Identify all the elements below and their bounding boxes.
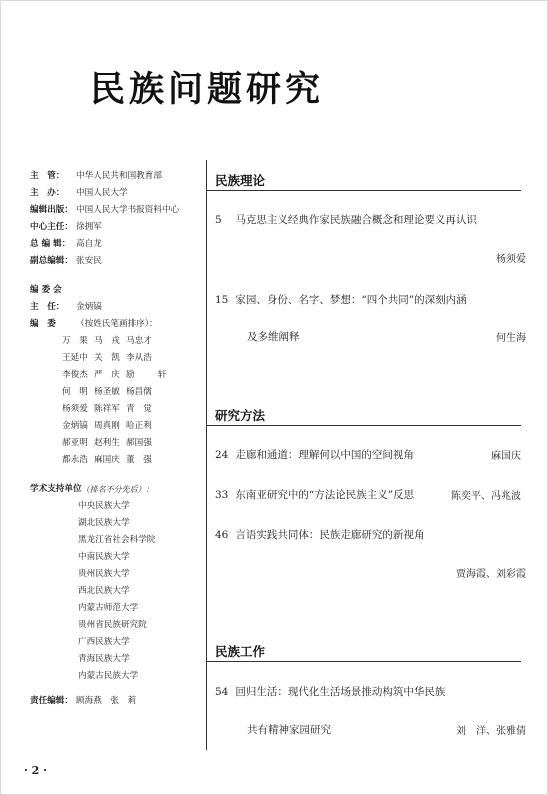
supervisor-row [30,168,202,185]
entry-author: 麻国庆 [491,451,521,462]
entry-title: 回归生活：现代化生活场景推动构筑中华民族 [235,686,446,698]
toc-entry[interactable] [215,447,527,462]
resp-editor-row [30,693,202,710]
chief-editor-label: 总 编 辑： [30,239,71,249]
sponsor-label: 主 办： [30,188,65,198]
center-director-value: 徐拥军 [76,222,102,232]
entry-page: 54 [215,686,229,698]
entry-title: 马克思主义经典作家民族融合概念和理论要义再认识 [235,214,477,226]
support-note: （排名不分先后）： [81,485,154,494]
section-title-work: 民族工作 [215,644,266,659]
deputy-chief-value: 张安民 [76,256,102,266]
sponsor-row [30,185,202,202]
support-unit: 湖北民族大学 [78,518,130,528]
entry-title: 家园、身份、名字、梦想：“四个共同”的深刻内涵 [235,294,467,306]
editor-pub-label: 编辑出版： [30,205,73,215]
support-unit: 中南民族大学 [78,552,130,562]
entry-title-continued: 共有精神家园研究 [247,724,331,736]
entry-title: 东南亚研究中的“方法论民族主义”反思 [235,489,415,501]
support-heading [30,481,202,498]
members-row [30,316,202,333]
center-director-row [30,219,202,236]
director-label: 主 任： [30,302,65,312]
support-unit: 中央民族大学 [78,501,130,511]
members-row-8: 都永浩 麻国庆 董 强 [62,455,152,465]
support-unit: 贵州民族大学 [78,569,130,579]
resp-editor-value: 顾海燕 张 莉 [76,696,137,706]
members-row-2: 王延中 关 凯 李从浩 [62,353,152,363]
members-grid [62,333,202,469]
masthead [30,168,202,710]
members-row-5: 杨须爱 陈祥军 青 觉 [62,404,152,414]
resp-editor-label: 责任编辑： [30,696,73,706]
section-rule [207,661,521,662]
toc-entry[interactable] [215,684,527,699]
entry-page: 15 [215,294,229,306]
members-note: （按姓氏笔画排序）： [76,319,158,329]
supervisor-value: 中华人民共和国教育部 [76,171,162,181]
support-label: 学术支持单位 [30,484,82,494]
members-row-4: 何 明 杨圣敏 杨昌儒 [62,387,152,397]
page-number: · 2 · [24,764,47,777]
journal-title: 民族问题研究 [90,69,325,110]
section-title-methods: 研究方法 [215,408,266,423]
section-rule [207,425,521,426]
section-title-theory: 民族理论 [215,173,266,188]
deputy-chief-row [30,253,202,270]
support-unit: 西北民族大学 [78,586,130,596]
entry-title: 言语实践共同体：民族走廊研究的新视角 [235,529,425,541]
sponsor-value: 中国人民大学 [76,188,128,198]
members-label: 编 委 [30,319,56,329]
section-rule [207,190,521,191]
entry-title-continued: 及多维阐释 [247,331,300,343]
toc-entry[interactable] [215,527,527,542]
editor-pub-value: 中国人民大学书报资料中心 [76,205,180,215]
support-unit: 黑龙江省社会科学院 [78,535,156,545]
support-unit: 内蒙古师范大学 [78,603,139,613]
toc-entry[interactable] [215,487,527,502]
center-director-label: 中心主任： [30,222,73,232]
entry-author: 贾海霞、刘彩霞 [456,569,526,580]
entry-page: 33 [215,489,229,501]
entry-title: 走廊和通道：理解何以中国的空间视角 [235,449,414,461]
toc-entry[interactable] [215,292,527,307]
editor-pub-row [30,202,202,219]
entry-author: 陈奕平、冯兆波 [451,491,521,502]
support-unit: 广西民族大学 [78,637,130,647]
supervisor-label: 主 管： [30,171,65,181]
members-row-6: 金炳镐 周真刚 哈正利 [62,421,152,431]
chief-editor-row [30,236,202,253]
members-row-7: 郝亚明 赵利生 郝国强 [62,438,152,448]
support-units-list [78,498,202,685]
support-unit: 贵州省民族研究院 [78,620,147,630]
toc-entry[interactable] [215,212,527,227]
members-row-3: 李俊杰 严 庆 励 轩 [62,370,167,380]
chief-editor-value: 高自龙 [76,239,102,249]
deputy-chief-label: 副总编辑： [30,256,73,266]
entry-author: 何生海 [496,333,526,344]
director-row [30,299,202,316]
entry-author: 杨须爱 [496,254,526,265]
support-unit: 内蒙古民族大学 [78,671,139,681]
members-row-1: 万 果 马 戎 马忠才 [62,336,152,346]
entry-page: 24 [215,449,229,461]
entry-page: 46 [215,529,229,541]
support-unit: 青海民族大学 [78,654,130,664]
entry-page: 5 [215,214,222,226]
committee-heading: 编 委 会 [30,285,62,295]
director-value: 金炳镐 [76,302,102,312]
entry-author: 刘 洋、张雅倩 [456,726,526,737]
